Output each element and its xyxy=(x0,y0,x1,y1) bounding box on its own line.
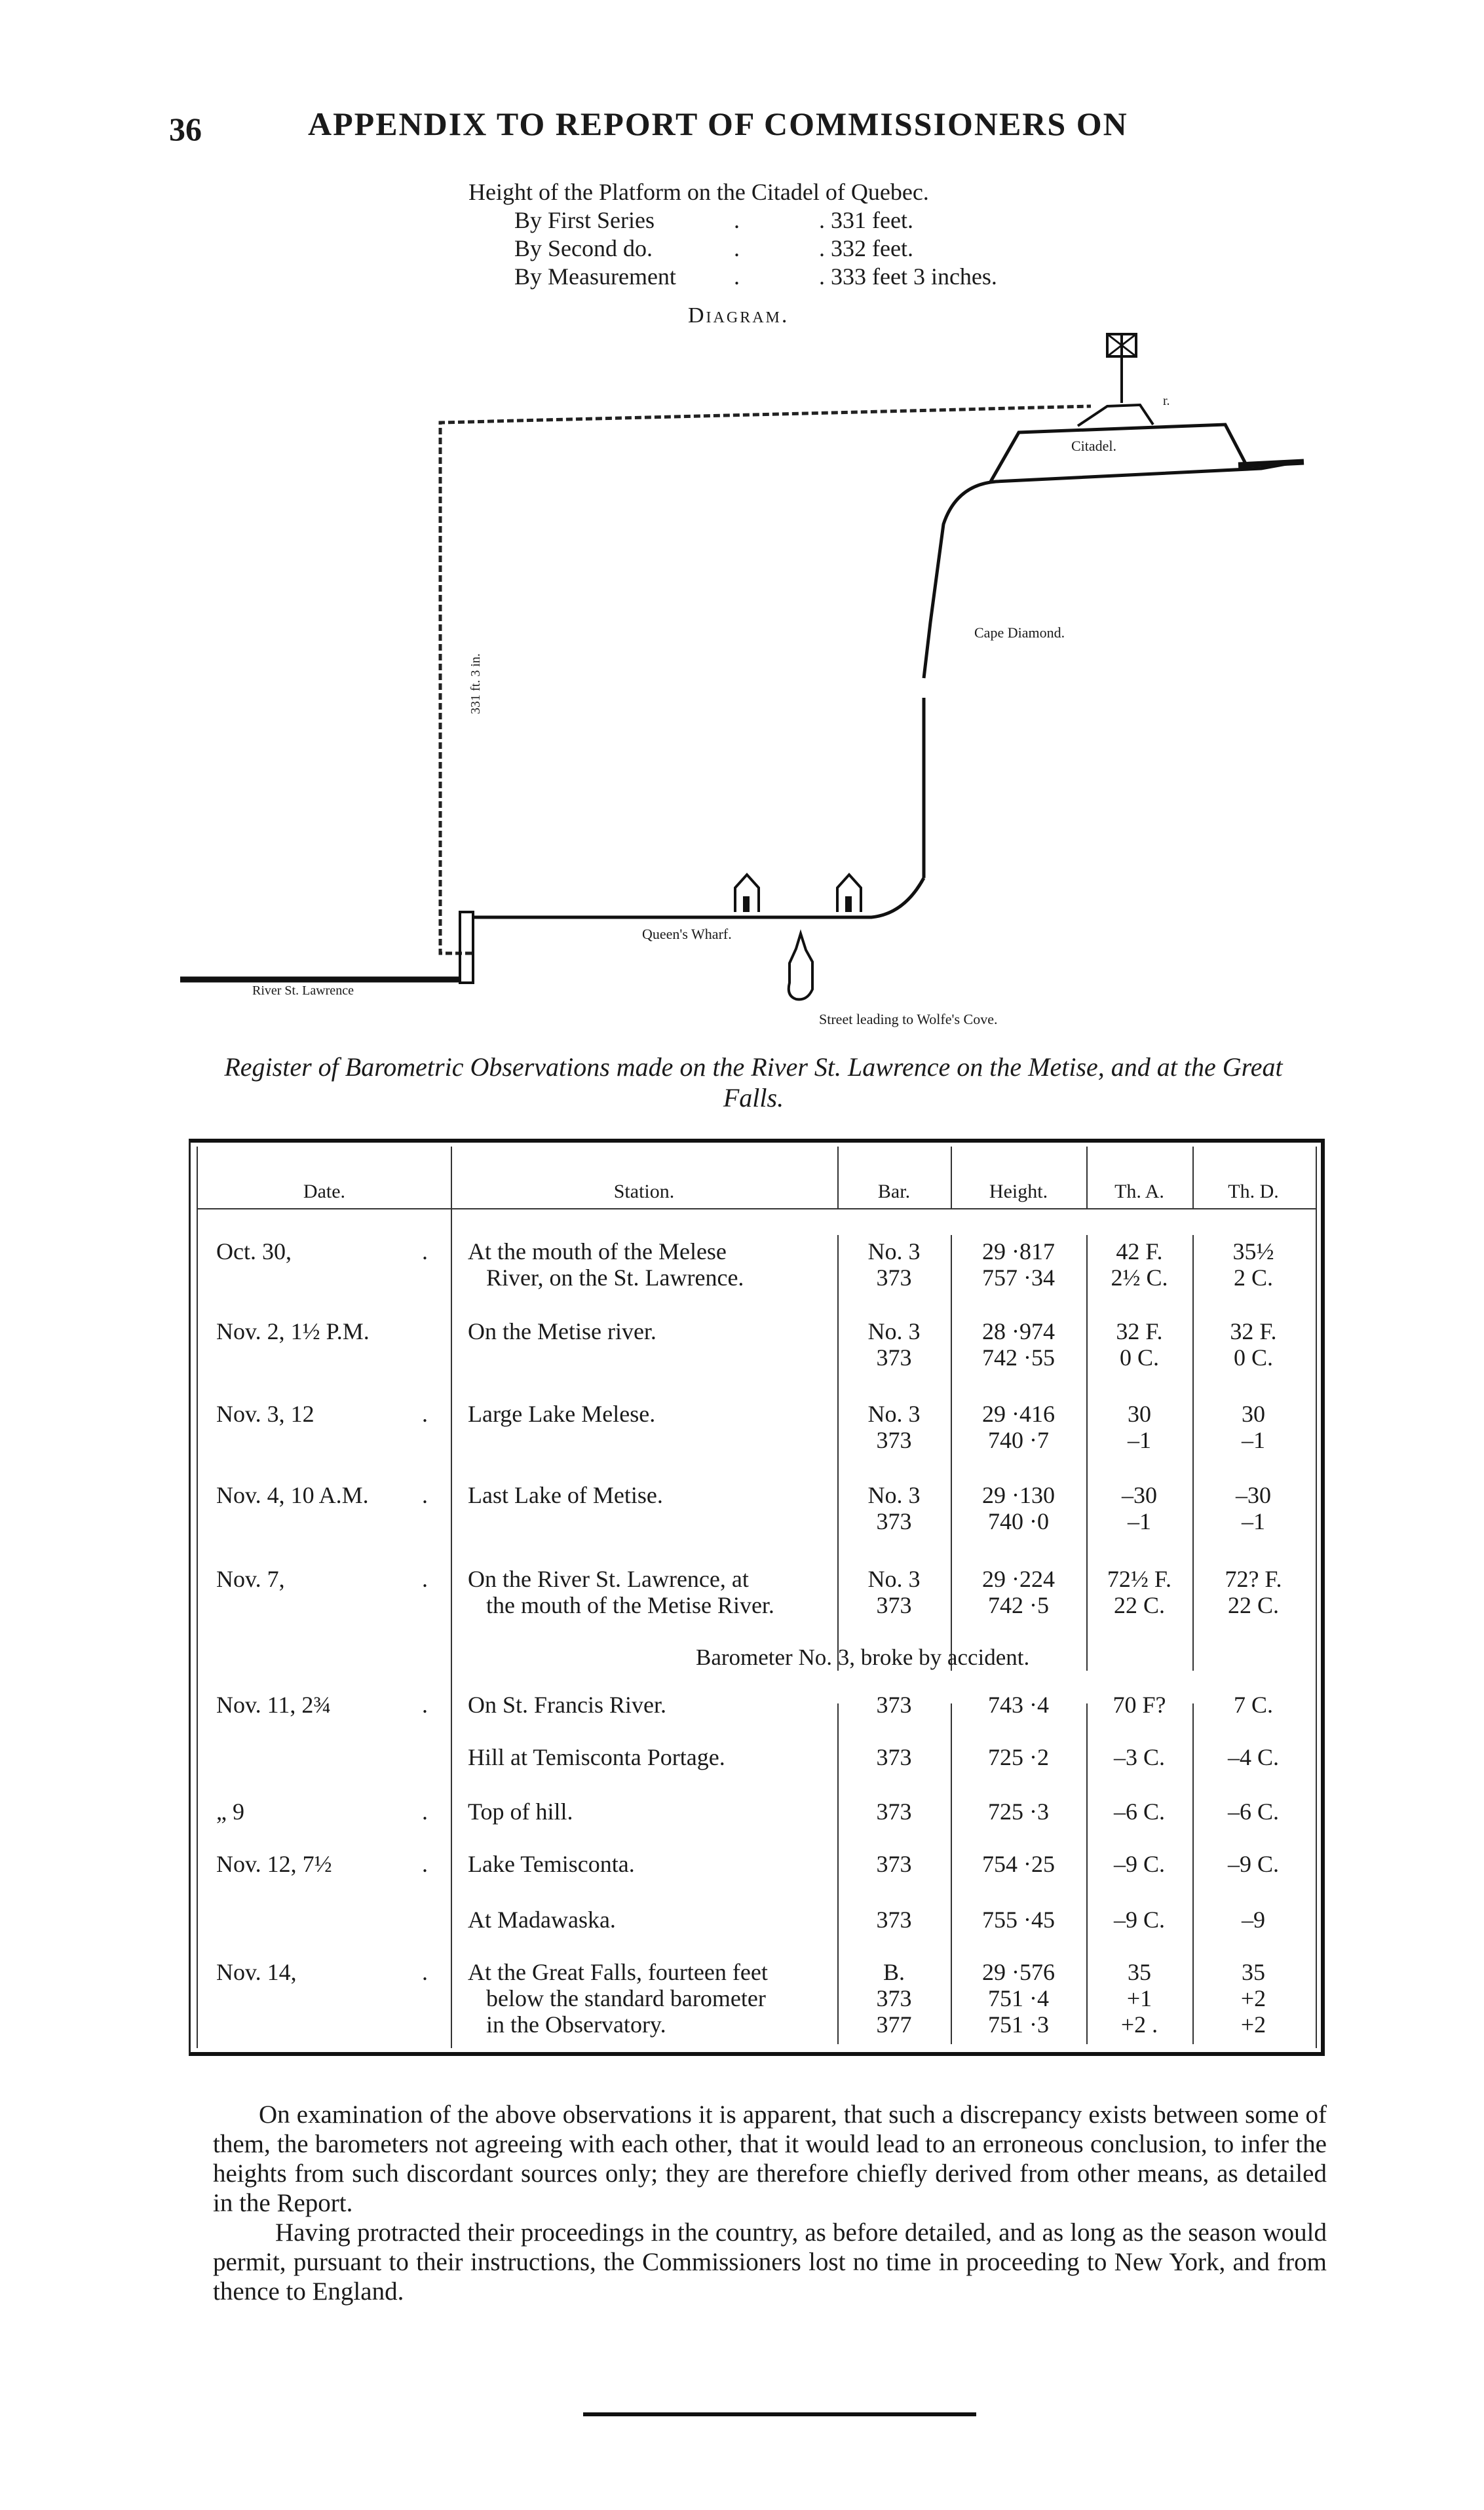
cell-tha: 0 C. xyxy=(1119,1344,1159,1371)
cell-tha: 30 xyxy=(1128,1401,1151,1427)
cell-bar: 373 xyxy=(876,1344,912,1371)
cell-thd: –9 C. xyxy=(1227,1851,1279,1877)
cell-tha: +1 xyxy=(1126,1985,1152,2011)
header-height: Height. xyxy=(989,1181,1048,1202)
cell-station: Large Lake Melese. xyxy=(468,1401,656,1427)
running-head: APPENDIX TO REPORT OF COMMISSIONERS ON xyxy=(308,105,1128,142)
cell-date-dot: . xyxy=(422,1692,428,1718)
cell-thd: –9 xyxy=(1242,1907,1265,1933)
cell-thd: +2 xyxy=(1240,1985,1266,2011)
cell-tha: 2½ C. xyxy=(1111,1265,1168,1291)
cell-height: 742 ·55 xyxy=(982,1344,1055,1371)
cell-tha: –3 C. xyxy=(1113,1744,1165,1770)
cell-date: Nov. 14, xyxy=(216,1959,297,1985)
paragraph: Having protracted their proceedings in the country, as before detailed, and as long as the season would permit, pursuant to their instructions, the Commissioners lost no time in proceeding to New York, and from thence to England. xyxy=(213,2218,1327,2306)
cell-thd: 35½ xyxy=(1232,1238,1274,1265)
cell-station: At Madawaska. xyxy=(468,1907,616,1933)
cell-date: Nov. 4, 10 A.M. xyxy=(216,1482,369,1508)
observations-table xyxy=(189,1139,1325,2056)
dashed-outline xyxy=(440,406,1091,953)
cell-thd: –30 xyxy=(1236,1482,1271,1508)
cell-station: At the mouth of the Melese xyxy=(468,1238,727,1265)
cell-thd: –1 xyxy=(1242,1427,1265,1453)
bottom-rule xyxy=(583,2412,976,2416)
cell-tha: 70 F? xyxy=(1113,1692,1166,1718)
heights-row-label: By Second do. xyxy=(514,235,653,261)
cape-diamond-label: Cape Diamond. xyxy=(974,624,1065,641)
cell-station: On the Metise river. xyxy=(468,1318,656,1344)
cell-station: Hill at Temisconta Portage. xyxy=(468,1744,725,1770)
cell-bar: No. 3 xyxy=(867,1482,921,1508)
cell-thd: 7 C. xyxy=(1233,1692,1273,1718)
cell-thd: –6 C. xyxy=(1227,1798,1279,1825)
ground-right xyxy=(1238,462,1304,465)
header-bar: Bar. xyxy=(877,1181,911,1202)
cell-height: 754 ·25 xyxy=(982,1851,1055,1877)
cell-bar: 373 xyxy=(876,1798,912,1825)
cell-height: 29 ·130 xyxy=(982,1482,1055,1508)
cell-date: Oct. 30, xyxy=(216,1238,292,1265)
citadel-mound xyxy=(991,425,1248,482)
cell-bar: 373 xyxy=(876,1592,912,1618)
cell-thd: –1 xyxy=(1242,1508,1265,1534)
cell-station: below the standard barometer xyxy=(486,1985,766,2011)
cell-bar: 373 xyxy=(876,1427,912,1453)
cell-tha: –9 C. xyxy=(1113,1907,1165,1933)
cell-date: Nov. 3, 12 xyxy=(216,1401,314,1427)
cell-date-dot: . xyxy=(422,1482,428,1508)
cell-station: On the River St. Lawrence, at xyxy=(468,1566,749,1592)
cell-bar: No. 3 xyxy=(867,1318,921,1344)
flag-label: r. xyxy=(1163,394,1170,408)
height-mark-label: 331 ft. 3 in. xyxy=(468,653,483,714)
header-tha: Th. A. xyxy=(1114,1181,1164,1202)
cell-bar: No. 3 xyxy=(867,1401,921,1427)
cell-date-dot: . xyxy=(422,1566,428,1592)
cell-height: 725 ·3 xyxy=(988,1798,1049,1825)
heights-row-label: By First Series xyxy=(514,207,655,233)
street-label: Street leading to Wolfe's Cove. xyxy=(819,1011,998,1027)
cell-date: Nov. 7, xyxy=(216,1566,285,1592)
cell-bar: No. 3 xyxy=(867,1238,921,1265)
cell-station: in the Observatory. xyxy=(486,2011,666,2038)
queens-wharf-label: Queen's Wharf. xyxy=(642,926,732,942)
diagram xyxy=(0,0,1484,1048)
paragraph: On examination of the above observations it is apparent, that such a discrepancy exists between some of them, the barometers not agreeing with each other, that it would lead to an erroneous conclusion, to infer the heights from such discordant sources only; they are therefore chiefly derived from other means, as detailed in the Report. xyxy=(213,2101,1327,2217)
cell-bar: 373 xyxy=(876,1851,912,1877)
house-icon xyxy=(735,875,759,912)
cell-bar: 373 xyxy=(876,1744,912,1770)
cell-tha: 72½ F. xyxy=(1107,1566,1172,1592)
cell-date: Nov. 2, 1½ P.M. xyxy=(216,1318,370,1344)
cell-bar: B. xyxy=(883,1959,905,1985)
cell-height: 29 ·576 xyxy=(982,1959,1055,1985)
cell-tha: 35 xyxy=(1128,1959,1151,1985)
cell-height: 725 ·2 xyxy=(988,1744,1049,1770)
header-date: Date. xyxy=(303,1181,346,1202)
cell-thd: 22 C. xyxy=(1227,1592,1279,1618)
cell-station: Top of hill. xyxy=(468,1798,573,1825)
register-title: Register of Barometric Observations made on the River St. Lawrence on the Metise, and at the Great Falls. xyxy=(224,1052,1283,1112)
flag-icon xyxy=(1107,334,1136,403)
cliff-upper xyxy=(924,462,1297,678)
cell-bar: 373 xyxy=(876,1508,912,1534)
header-station: Station. xyxy=(613,1181,675,1202)
heights-row-dots: . xyxy=(734,207,740,233)
heights-row-dots: . xyxy=(734,263,740,290)
wharf-post xyxy=(460,912,473,983)
header-thd: Th. D. xyxy=(1228,1181,1279,1202)
cell-thd: 32 F. xyxy=(1230,1318,1277,1344)
cell-bar: 373 xyxy=(876,1907,912,1933)
cell-date: Nov. 11, 2¾ xyxy=(216,1692,332,1718)
cell-thd: 30 xyxy=(1242,1401,1265,1427)
citadel-platform xyxy=(1078,405,1153,426)
heights-row-value: . 333 feet 3 inches. xyxy=(819,263,997,290)
cell-bar: 373 xyxy=(876,1692,912,1718)
cell-station: At the Great Falls, fourteen feet xyxy=(468,1959,768,1985)
cell-date-dot: . xyxy=(422,1401,428,1427)
cell-date: „ 9 xyxy=(216,1798,244,1825)
cell-height: 29 ·224 xyxy=(982,1566,1055,1592)
cell-height: 755 ·45 xyxy=(982,1907,1055,1933)
cell-tha: –9 C. xyxy=(1113,1851,1165,1877)
cell-bar: 377 xyxy=(876,2011,912,2038)
pointing-hand-icon xyxy=(789,934,812,999)
cell-height: 742 ·5 xyxy=(988,1592,1049,1618)
cell-bar: 373 xyxy=(876,1265,912,1291)
river-label: River St. Lawrence xyxy=(252,983,354,998)
heights-row-dots: . xyxy=(734,235,740,261)
cell-thd: 72? F. xyxy=(1225,1566,1282,1592)
cell-station: Last Lake of Metise. xyxy=(468,1482,663,1508)
cell-height: 740 ·7 xyxy=(988,1427,1049,1453)
cell-date-dot: . xyxy=(422,1959,428,1985)
heights-row-value: . 332 feet. xyxy=(819,235,913,261)
cell-tha: +2 . xyxy=(1120,2011,1158,2038)
cell-date-dot: . xyxy=(422,1238,428,1265)
cell-thd: –4 C. xyxy=(1227,1744,1279,1770)
heights-title: Height of the Platform on the Citadel of Quebec. xyxy=(468,179,929,205)
cell-bar: No. 3 xyxy=(867,1566,921,1592)
cell-tha: –6 C. xyxy=(1113,1798,1165,1825)
cell-thd: 0 C. xyxy=(1233,1344,1273,1371)
citadel-label: Citadel. xyxy=(1071,438,1117,454)
house-icon xyxy=(837,875,861,912)
cell-height: 757 ·34 xyxy=(982,1265,1055,1291)
cell-tha: –30 xyxy=(1122,1482,1157,1508)
cell-tha: 32 F. xyxy=(1116,1318,1163,1344)
cell-station: the mouth of the Metise River. xyxy=(486,1592,774,1618)
diagram-label: Diagram. xyxy=(688,303,790,328)
cell-thd: +2 xyxy=(1240,2011,1266,2038)
cell-date-dot: . xyxy=(422,1798,428,1825)
heights-row-value: . 331 feet. xyxy=(819,207,913,233)
cell-station: On St. Francis River. xyxy=(468,1692,666,1718)
cell-tha: 42 F. xyxy=(1116,1238,1163,1265)
cell-tha: 22 C. xyxy=(1113,1592,1165,1618)
cell-height: 29 ·416 xyxy=(982,1401,1055,1427)
cell-station: River, on the St. Lawrence. xyxy=(486,1265,744,1291)
cell-date: Nov. 12, 7½ xyxy=(216,1851,332,1877)
cell-station: Lake Temisconta. xyxy=(468,1851,635,1877)
cell-height: 751 ·4 xyxy=(988,1985,1049,2011)
table-note: Barometer No. 3, broke by accident. xyxy=(696,1645,1030,1670)
cell-thd: 35 xyxy=(1242,1959,1265,1985)
cell-height: 751 ·3 xyxy=(988,2011,1049,2038)
cell-tha: –1 xyxy=(1128,1427,1151,1453)
cell-height: 743 ·4 xyxy=(988,1692,1049,1718)
page-number: 36 xyxy=(169,111,202,147)
cell-height: 740 ·0 xyxy=(988,1508,1049,1534)
cell-height: 29 ·817 xyxy=(982,1238,1055,1265)
cell-height: 28 ·974 xyxy=(982,1318,1055,1344)
cell-date-dot: . xyxy=(422,1851,428,1877)
heights-row-label: By Measurement xyxy=(514,263,676,290)
cell-bar: 373 xyxy=(876,1985,912,2011)
cell-tha: –1 xyxy=(1128,1508,1151,1534)
cell-thd: 2 C. xyxy=(1233,1265,1273,1291)
